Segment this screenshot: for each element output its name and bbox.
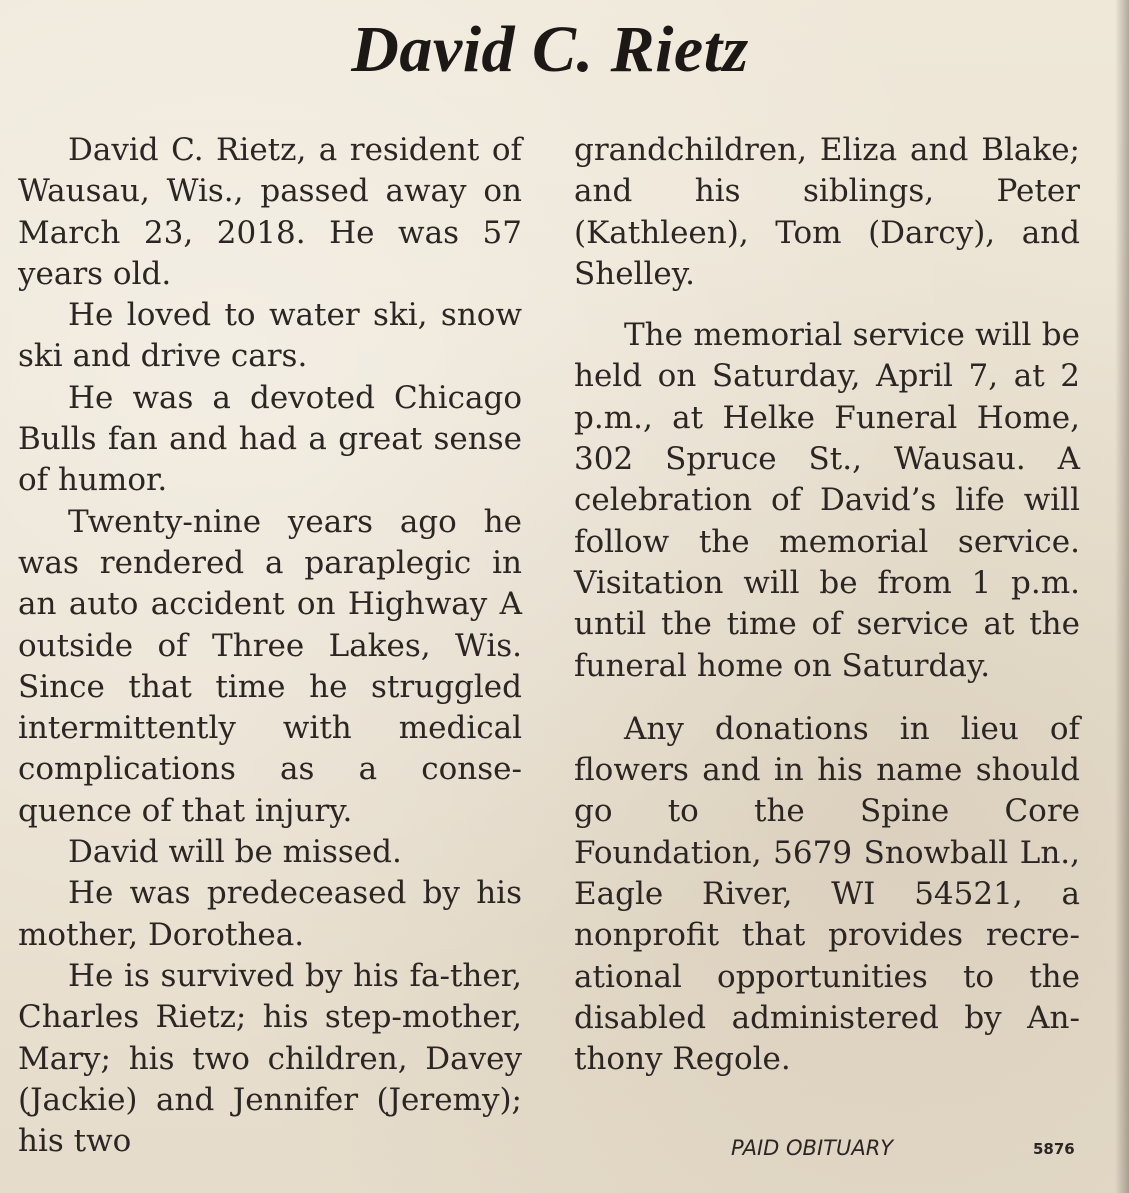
left-column	[18, 130, 522, 1162]
paragraph-bulls-fan: He was a devoted Chicago Bulls fan and had a great sense of humor.	[18, 379, 522, 499]
paragraph-survived: He is survived by his fa-ther, Charles Rietz; his step-mother, Mary; his two children, Davey (Jackie) and Jennifer (Jeremy); his two	[18, 957, 522, 1160]
paid-obituary-label: PAID OBITUARY	[731, 1136, 894, 1160]
paragraph-donations: Any donations in lieu of flowers and in his name should go to the Spine Core Foundation, 5679 Snowball Ln., Eagle River, WI 54521, a nonprofit that provides recre-ational opportunities to the disabled administered by An-thony Regole.	[574, 710, 1080, 1078]
paragraph-missed: David will be missed.	[68, 834, 402, 871]
ad-code: 5876	[1033, 1140, 1075, 1158]
obituary-title: David C. Rietz	[351, 13, 749, 86]
paragraph-hobbies: He loved to water ski, snow ski and drive cars.	[18, 297, 522, 375]
right-column	[574, 130, 1080, 1081]
paragraph-memorial-service: The memorial service will be held on Saturday, April 7, at 2 p.m., at Helke Funeral Home, 302 Spruce St., Wausau. A celebration of David’s life will follow the memorial service. Visitation will be from 1 p.m. until the time of service at the funeral home on Saturday.	[574, 317, 1080, 684]
paragraph-intro: David C. Rietz, a resident of Wausau, Wis., passed away on March 23, 2018. He was 57 years old.	[18, 132, 522, 292]
paragraph-survived-continued: grandchildren, Eliza and Blake; and his siblings, Peter (Kathleen), Tom (Darcy), and Shelley.	[574, 132, 1080, 292]
paragraph-predeceased: He was predeceased by his mother, Dorothea.	[18, 875, 522, 953]
paragraph-accident: Twenty-nine years ago he was rendered a paraplegic in an auto accident on Highway A outside of Three Lakes, Wis. Since that time he struggled intermittently with medical complications as a conse-quence of that injury.	[18, 503, 522, 829]
paper-edge-shadow	[1115, 0, 1129, 1193]
